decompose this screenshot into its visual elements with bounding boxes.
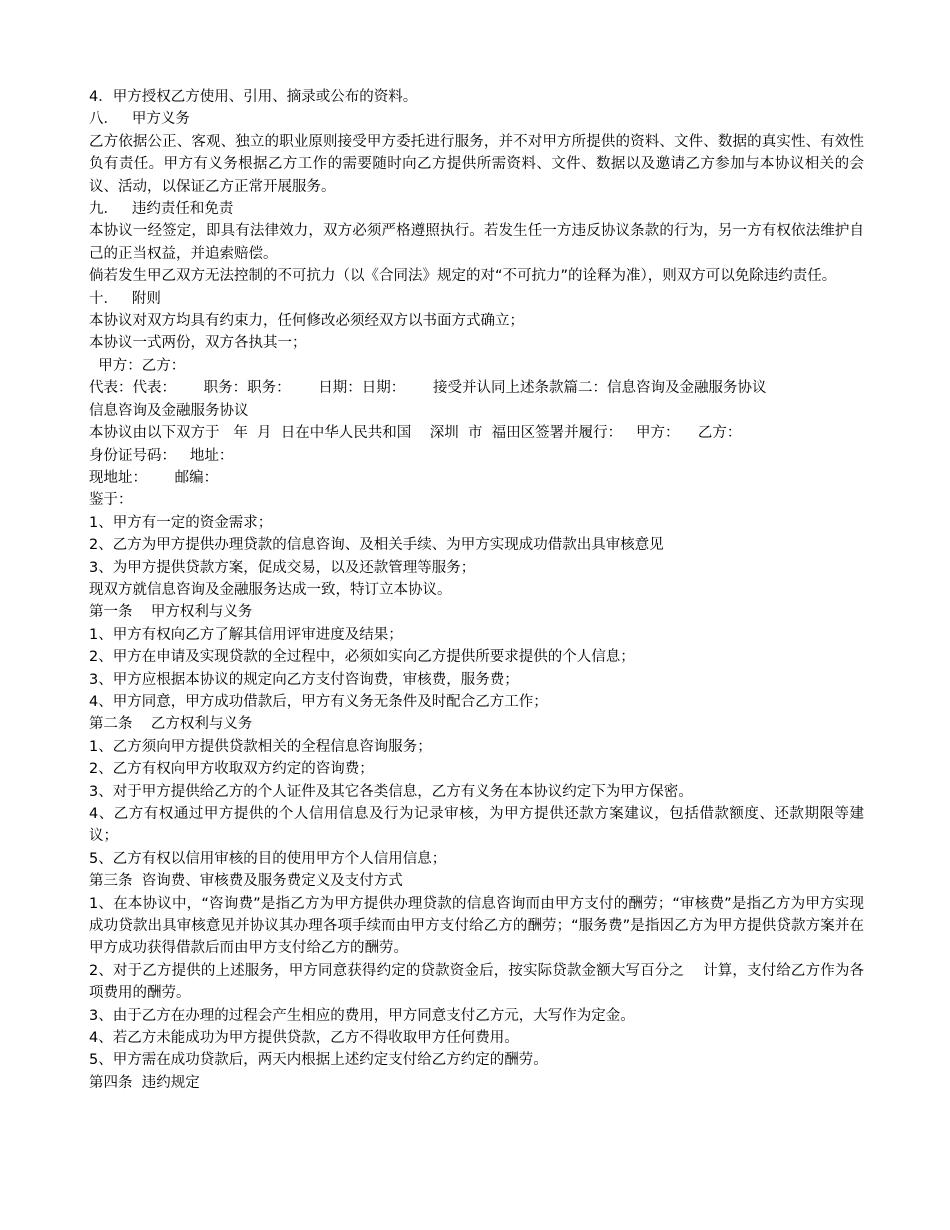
paragraph: 本协议由以下双方于 年 月 日在中华人民共和国 深圳 市 福田区签署并履行： 甲方： 乙方： xyxy=(89,425,742,442)
section-heading: 第一条 甲方权利与义务 xyxy=(89,604,253,621)
section-heading: 第四条 违约规定 xyxy=(89,1074,200,1091)
section-heading: 第二条 乙方权利与义务 xyxy=(89,716,253,733)
signature-parties: 甲方：乙方： xyxy=(89,357,186,374)
section-heading: 十． 附则 xyxy=(89,290,161,307)
paragraph: 本协议一式两份，双方各执其一； xyxy=(89,335,307,352)
clause-item: 5、乙方有权以信用审核的目的使用甲方个人信用信息； xyxy=(89,850,447,867)
document-title: 信息咨询及金融服务协议 xyxy=(89,402,249,419)
form-field-line: 身份证号码： 地址： xyxy=(89,447,234,464)
paragraph: 本协议一经签定，即具有法律效力，双方必须严格遵照执行。若发生任一方违反协议条款的行为，另一方有权依法维护自己的正当权益，并追索赔偿。 xyxy=(89,223,864,262)
clause-item: 4、若乙方未能成功为甲方提供贷款，乙方不得收取甲方任何费用。 xyxy=(89,1030,519,1047)
paragraph: 倘若发生甲乙双方无法控制的不可抗力（以《合同法》规定的对“不可抗力”的诠释为准），则双方可以免除违约责任。 xyxy=(89,268,837,285)
clause-item: 3、对于甲方提供给乙方的个人证件及其它各类信息，乙方有义务在本协议约定下为甲方保密。 xyxy=(89,783,693,800)
clause-item: 4、甲方同意，甲方成功借款后，甲方有义务无条件及时配合乙方工作； xyxy=(89,693,548,710)
paragraph: 鉴于： xyxy=(89,492,133,509)
section-heading: 第三条 咨询费、审核费及服务费定义及支付方式 xyxy=(89,873,403,890)
document-body xyxy=(89,86,864,1094)
clause-item: 1、甲方有权向乙方了解其信用评审进度及结果； xyxy=(89,626,403,643)
clause-item: 2、乙方有权向甲方收取双方约定的咨询费； xyxy=(89,761,374,778)
clause-item: 1、在本协议中，“咨询费”是指乙方为甲方提供办理贷款的信息咨询而由甲方支付的酬劳；“审核费”是指乙方为甲方实现成功贷款出具审核意见并协议其办理各项手续而由甲方支付给乙方的酬劳；“服务费”是指因乙方为甲方提供贷款方案并在甲方成功获得借款后而由甲方支付给乙方的酬劳。 xyxy=(89,895,864,957)
paragraph: 乙方依据公正、客观、独立的职业原则接受甲方委托进行服务，并不对甲方所提供的资料、文件、数据的真实性、有效性负有责任。甲方有义务根据乙方工作的需要随时向乙方提供所需资料、文件、数据以及邀请乙方参加与本协议相关的会议、活动，以保证乙方正常开展服务。 xyxy=(89,133,864,195)
clause-item: 3、甲方应根据本协议的规定向乙方支付咨询费，审核费，服务费； xyxy=(89,671,519,688)
clause-item: 5、甲方需在成功贷款后，两天内根据上述约定支付给乙方约定的酬劳。 xyxy=(89,1052,548,1069)
clause-item: 1、甲方有一定的资金需求； xyxy=(89,514,273,531)
clause-item: 2、对于乙方提供的上述服务，甲方同意获得约定的贷款资金后，按实际贷款金额大写百分之 计算，支付给乙方作为各项费用的酬劳。 xyxy=(89,962,864,1002)
clause-item: 2、甲方在申请及实现贷款的全过程中，必须如实向乙方提供所要求提供的个人信息； xyxy=(89,649,635,666)
form-field-line: 现地址： 邮编： xyxy=(89,469,219,486)
clause-item: 3、由于乙方在办理的过程会产生相应的费用，甲方同意支付乙方元，大写作为定金。 xyxy=(89,1007,635,1024)
clause-item: 4．甲方授权乙方使用、引用、摘录或公布的资料。 xyxy=(89,89,418,105)
signature-fields: 代表：代表： 职务：职务： 日期：日期： 接受并认同上述条款篇二：信息咨询及金融服务协议 xyxy=(89,380,767,397)
paragraph: 现双方就信息咨询及金融服务达成一致，特订立本协议。 xyxy=(89,581,452,598)
clause-item: 1、乙方须向甲方提供贷款相关的全程信息咨询服务； xyxy=(89,738,432,755)
section-heading: 八． 甲方义务 xyxy=(89,111,190,128)
clause-item: 3、为甲方提供贷款方案，促成交易，以及还款管理等服务； xyxy=(89,559,476,576)
paragraph: 本协议对双方均具有约束力，任何修改必须经双方以书面方式确立； xyxy=(89,313,524,330)
clause-item: 4、乙方有权通过甲方提供的个人信用信息及行为记录审核，为甲方提供还款方案建议，包括借款额度、还款期限等建议； xyxy=(89,806,864,845)
clause-item: 2、乙方为甲方提供办理贷款的信息咨询、及相关手续、为甲方实现成功借款出具审核意见 xyxy=(89,537,664,554)
section-heading: 九． 违约责任和免责 xyxy=(89,201,234,218)
